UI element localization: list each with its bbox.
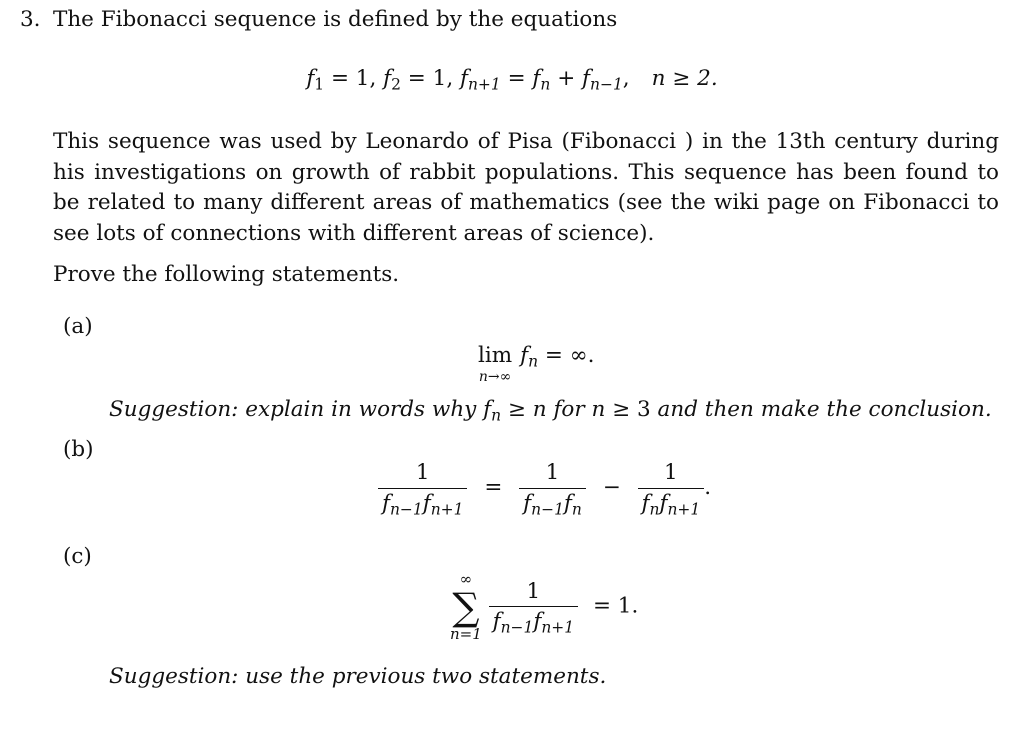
paragraph-line: his investigations on growth of rabbit populations. This sequence has been found to: [53, 159, 999, 185]
paragraph-line: This sequence was used by Leonardo of Pisa (Fibonacci ) in the 13th century during: [53, 129, 999, 154]
part-c-label: (c): [63, 544, 92, 569]
fraction: $\frac{1}{f_nf_{n+1}}$: [638, 462, 705, 514]
fraction: $\frac{1}{f_{n-1}f_{n+1}}$: [378, 462, 467, 514]
paragraph-line: be related to many different areas of mathematics (see the wiki page on Fibonacci to: [53, 190, 999, 215]
definition-equation: $f_1 = 1$, $f_2 = 1$, $f_{n+1} = f_n + f_{n-1}$, n ≥ 2.: [306, 66, 718, 94]
prove-statement: Prove the following statements.: [53, 262, 400, 287]
fraction: $\frac{1}{f_{n-1}f_n}$: [519, 462, 586, 514]
paragraph-line: see lots of connections with different areas of science).: [53, 220, 655, 246]
part-a-label: (a): [63, 314, 93, 339]
problem-intro: The Fibonacci sequence is defined by the equations: [53, 7, 618, 32]
part-a-limit: lim n→∞ $f_n$ = ∞.: [478, 343, 595, 385]
summation-sign: ∞ ∑ n=1: [450, 570, 482, 643]
intro-paragraph: [53, 127, 999, 249]
part-c-suggestion: Suggestion: use the previous two statements.: [109, 664, 607, 689]
part-a-suggestion: Suggestion: explain in words why $f_n \ge n$ for n ≥ 3 and then make the conclusion.: [109, 397, 992, 425]
part-b-label: (b): [63, 437, 94, 462]
part-c-series: ∞ ∑ n=1 $\frac{1}{f_{n-1}f_{n+1}}$ = 1.: [450, 570, 639, 643]
fraction: $\frac{1}{f_{n-1}f_{n+1}}$: [489, 581, 578, 633]
problem-number: 3.: [20, 7, 41, 32]
part-b-identity: $\frac{1}{f_{n-1}f_{n+1}}$ = $\frac{1}{f_{n-1}f_n}$ − $\frac{1}{f_nf_{n+1}}$ .: [378, 462, 711, 514]
